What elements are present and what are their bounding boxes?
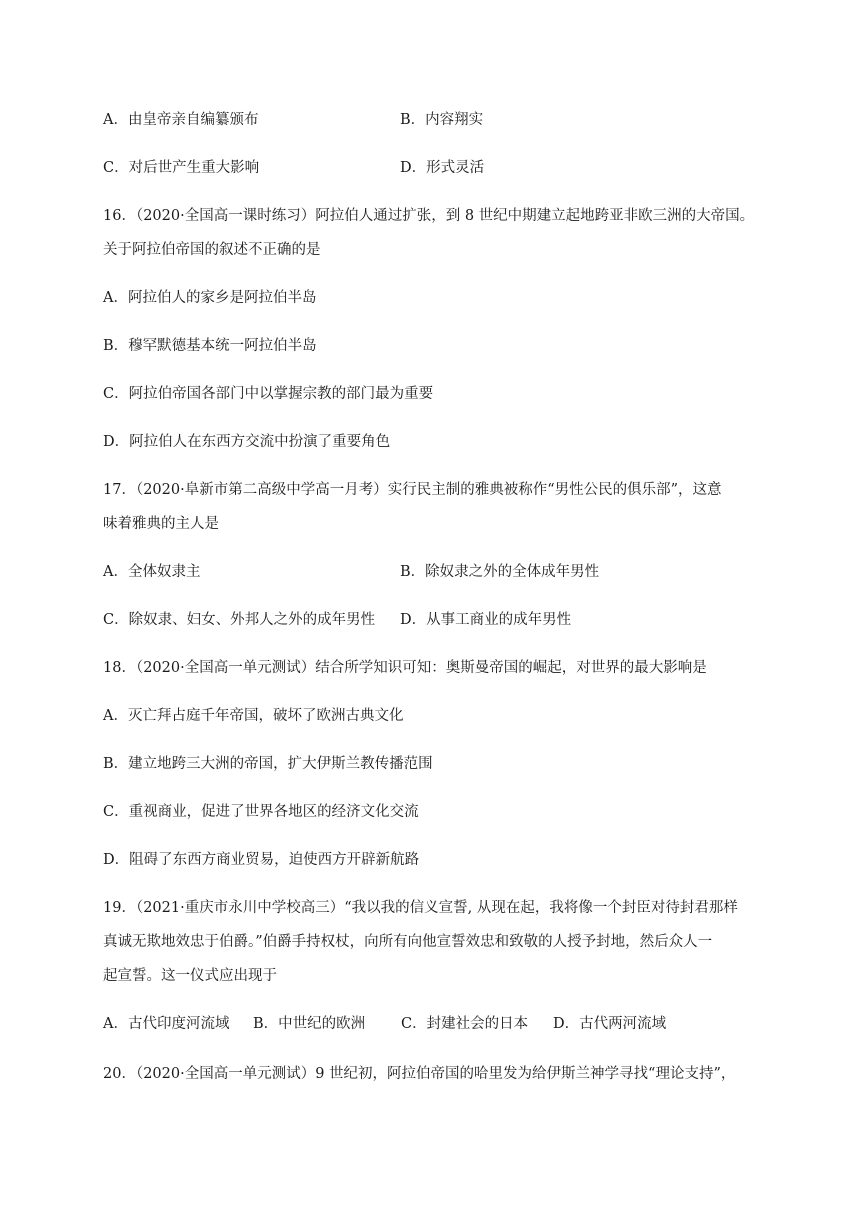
q19-option-d: D．古代两河流域 — [553, 1016, 667, 1032]
q19-stem-line3: 起宣誓。这一仪式应出现于 — [103, 968, 277, 984]
q19-stem-line2: 真诚无欺地效忠于伯爵。”伯爵手持权杖，向所有向他宣誓效忠和致敬的人授予封地，然后众人一 — [103, 934, 713, 950]
q19-option-a: A．古代印度河流域 — [103, 1016, 230, 1032]
q15-option-d: D．形式灵活 — [400, 160, 485, 176]
q18-option-c: C．重视商业，促进了世界各地区的经济文化交流 — [103, 804, 419, 820]
q17-option-b: B．除奴隶之外的全体成年男性 — [400, 564, 600, 580]
q17-option-a: A．全体奴隶主 — [103, 564, 201, 580]
q15-option-c: C．对后世产生重大影响 — [103, 160, 260, 176]
q19-stem-line1: 19．（2021·重庆市永川中学校高三）“我以我的信义宣誓, 从现在起，我将像一个封臣对待封君那样 — [103, 900, 738, 916]
q18-option-a: A．灭亡拜占庭千年帝国，破坏了欧洲古典文化 — [103, 708, 404, 724]
q18-option-d: D．阻碍了东西方商业贸易，迫使西方开辟新航路 — [103, 852, 420, 868]
q18-option-b: B．建立地跨三大洲的帝国，扩大伊斯兰教传播范围 — [103, 756, 433, 772]
q19-options-row — [103, 1014, 666, 1034]
q16-stem-line1: 16．（2020·全国高一课时练习）阿拉伯人通过扩张，到 8 世纪中期建立起地跨亚非欧三洲的大帝国。 — [103, 208, 755, 224]
q15-option-a: A．由皇帝亲自编纂颁布 — [103, 112, 259, 128]
q19-option-c: C．封建社会的日本 — [401, 1016, 529, 1032]
q16-option-a: A．阿拉伯人的家乡是阿拉伯半岛 — [103, 290, 317, 306]
q19-option-b: B．中世纪的欧洲 — [253, 1016, 366, 1032]
q17-stem-line2: 味着雅典的主人是 — [103, 516, 219, 532]
q16-option-b: B．穆罕默德基本统一阿拉伯半岛 — [103, 338, 317, 354]
q16-option-c: C．阿拉伯帝国各部门中以掌握宗教的部门最为重要 — [103, 386, 434, 402]
q16-option-d: D．阿拉伯人在东西方交流中扮演了重要角色 — [103, 434, 391, 450]
q20-stem-line1: 20．（2020·全国高一单元测试）9 世纪初，阿拉伯帝国的哈里发为给伊斯兰神学寻找“理论支持”， — [103, 1066, 736, 1082]
q17-stem-line1: 17．（2020·阜新市第二高级中学高一月考）实行民主制的雅典被称作“男性公民的俱乐部”，这意 — [103, 482, 722, 498]
q18-stem-line1: 18．（2020·全国高一单元测试）结合所学知识可知：奥斯曼帝国的崛起，对世界的最大影响是 — [103, 660, 707, 676]
q17-option-d: D．从事工商业的成年男性 — [400, 612, 572, 628]
q15-option-b: B．内容翔实 — [400, 112, 484, 128]
q16-stem-line2: 关于阿拉伯帝国的叙述不正确的是 — [103, 242, 321, 258]
q17-option-c: C．除奴隶、妇女、外邦人之外的成年男性 — [103, 612, 376, 628]
